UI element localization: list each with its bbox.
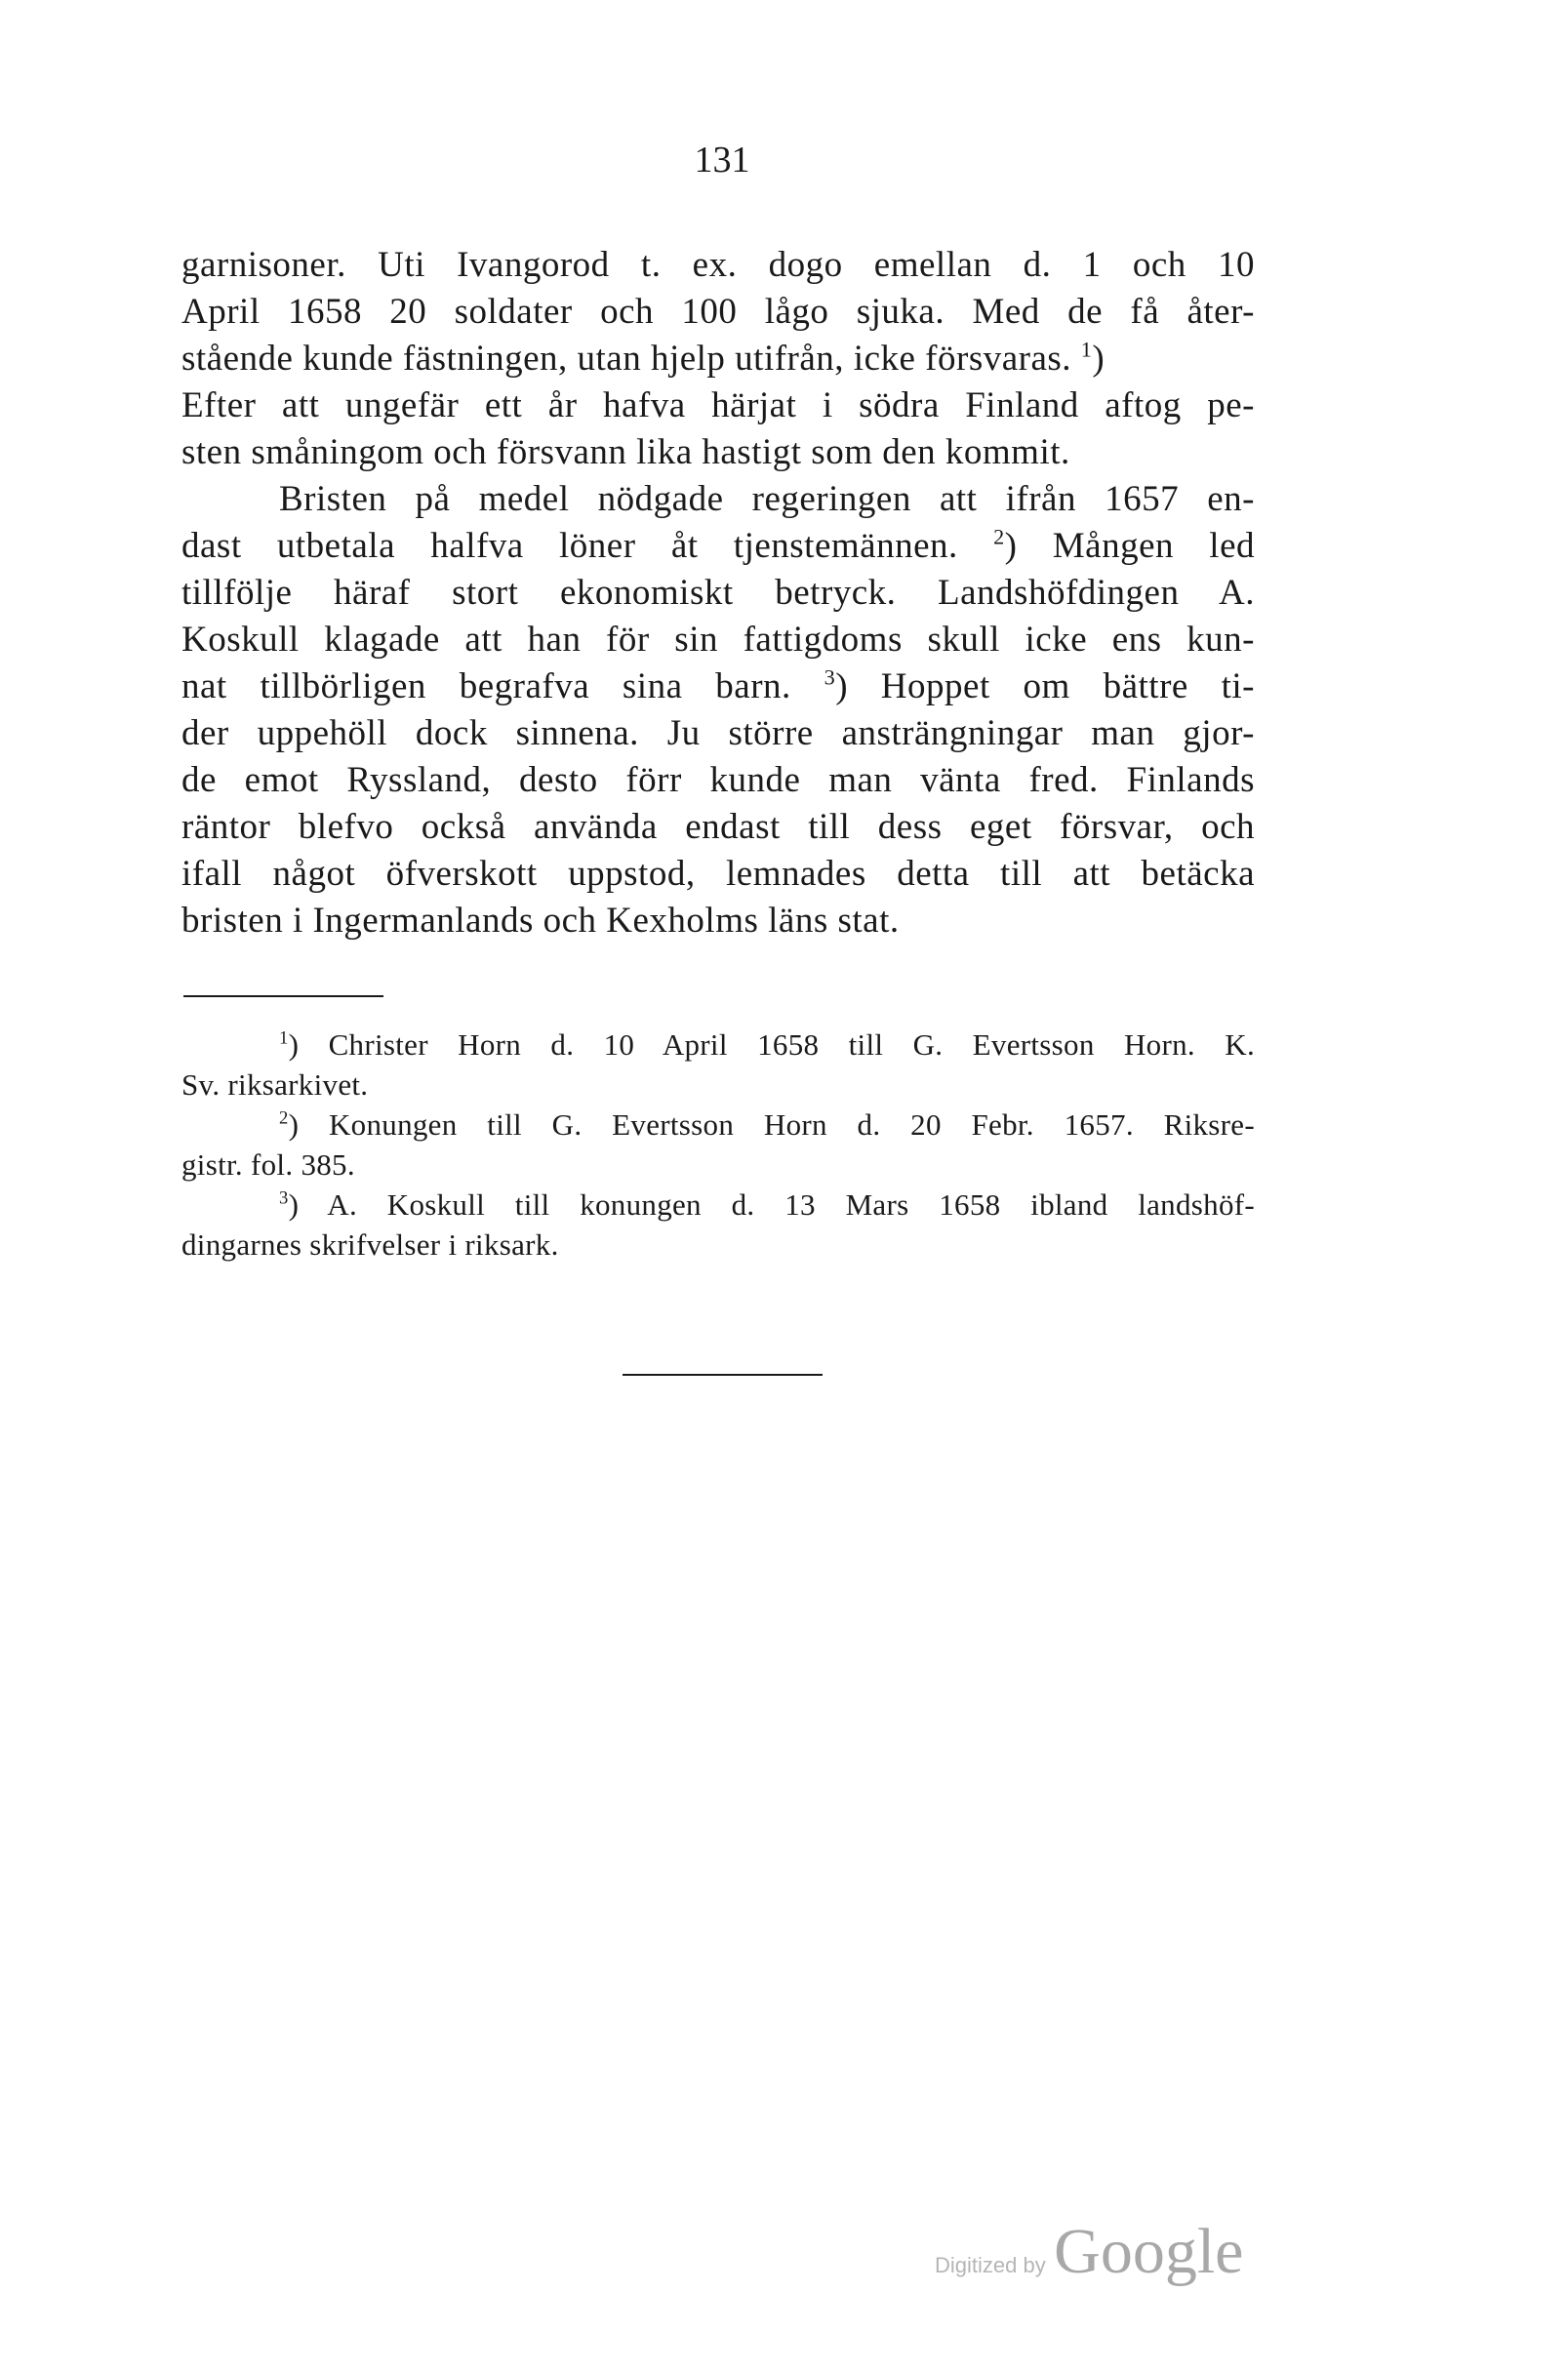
watermark-prefix: Digitized by [935, 2253, 1046, 2277]
body-text [181, 242, 1255, 945]
footnote-text: A. Koskull till konungen d. 13 Mars 1658 ibland landshöf- [327, 1187, 1255, 1222]
text-line [181, 851, 1255, 898]
line-text: Efter att ungefär ett år hafva härjat i södra Finland aftog pe- [181, 385, 1255, 425]
text-line [181, 242, 1255, 289]
text-line [181, 663, 1255, 710]
footnote-line [181, 1025, 1255, 1065]
text-line [181, 523, 1255, 570]
line-text: stående kunde fästningen, utan hjelp utifrån, icke försvaras. [181, 339, 1072, 379]
line-text: nat tillbörligen begrafva sina barn. [181, 666, 791, 706]
google-logo: Google [1054, 2216, 1244, 2287]
line-text: Koskull klagade att han för sin fattigdoms skull icke ens kun- [181, 620, 1255, 660]
footnote-line [181, 1185, 1255, 1225]
line-text-continued: Mången led [1017, 526, 1256, 566]
footnote-reference: $^3$) [824, 664, 849, 706]
footnote-reference: $^2$) [993, 524, 1018, 566]
line-text: tillfölje häraf stort ekonomiskt betryck. Landshöfdingen A. [181, 573, 1255, 613]
footnote-line [181, 1225, 1255, 1265]
text-line [181, 710, 1255, 757]
footnote [181, 1105, 1255, 1185]
line-text: bristen i Ingermanlands och Kexholms läns stat. [181, 901, 900, 941]
footnote [181, 1185, 1255, 1265]
line-text: Bristen på medel nödgade regeringen att ifrån 1657 en- [279, 479, 1255, 519]
line-text: räntor blefvo också använda endast till dess eget försvar, och [181, 807, 1255, 847]
text-line [181, 429, 1255, 476]
footnote-line [181, 1065, 1255, 1105]
text-line [181, 898, 1255, 945]
text-line [181, 382, 1255, 429]
line-text: der uppehöll dock sinnena. Ju större ansträngningar man gjor- [181, 713, 1255, 753]
footnote-text: gistr. fol. 385. [181, 1147, 355, 1182]
footnote-marker: $^1$) [279, 1027, 329, 1062]
footnote-text: Konungen till G. Evertsson Horn d. 20 Febr. 1657. Riksre- [328, 1107, 1255, 1142]
footnote-line [181, 1145, 1255, 1185]
google-watermark [935, 2215, 1243, 2289]
text-line [181, 289, 1255, 336]
end-rule [623, 1374, 823, 1376]
line-text: garnisoner. Uti Ivangorod t. ex. dogo emellan d. 1 och 10 [181, 245, 1255, 285]
text-line [181, 476, 1255, 523]
line-text: April 1658 20 soldater och 100 lågo sjuka. Med de få åter- [181, 292, 1255, 332]
paragraph [181, 476, 1255, 945]
footnote-marker: $^2$) [279, 1107, 329, 1142]
text-line [181, 336, 1255, 382]
footnote-separator [183, 995, 383, 997]
footnote-text: Sv. riksarkivet. [181, 1067, 369, 1102]
line-text: sten småningom och försvann lika hastigt som den kommit. [181, 432, 1070, 472]
line-text: dast utbetala halfva löner åt tjenstemännen. [181, 526, 958, 566]
text-line [181, 617, 1255, 663]
footnote-text: Christer Horn d. 10 April 1658 till G. Evertsson Horn. K. [328, 1027, 1255, 1062]
text-line [181, 804, 1255, 851]
footnote [181, 1025, 1255, 1105]
footnote-marker: $^3$) [279, 1187, 328, 1222]
paragraph [181, 242, 1255, 476]
footnote-line [181, 1105, 1255, 1145]
footnotes [181, 1025, 1255, 1265]
line-text: ifall något öfverskott uppstod, lemnades detta till att betäcka [181, 854, 1255, 894]
footnote-text: dingarnes skrifvelser i riksark. [181, 1227, 559, 1262]
text-line [181, 757, 1255, 804]
footnote-reference: $^1$) [1080, 337, 1106, 379]
line-text: de emot Ryssland, desto förr kunde man vänta fred. Finlands [181, 760, 1255, 800]
page-number: 131 [694, 140, 750, 181]
text-line [181, 570, 1255, 617]
line-text-continued: Hoppet om bättre ti- [848, 666, 1255, 706]
